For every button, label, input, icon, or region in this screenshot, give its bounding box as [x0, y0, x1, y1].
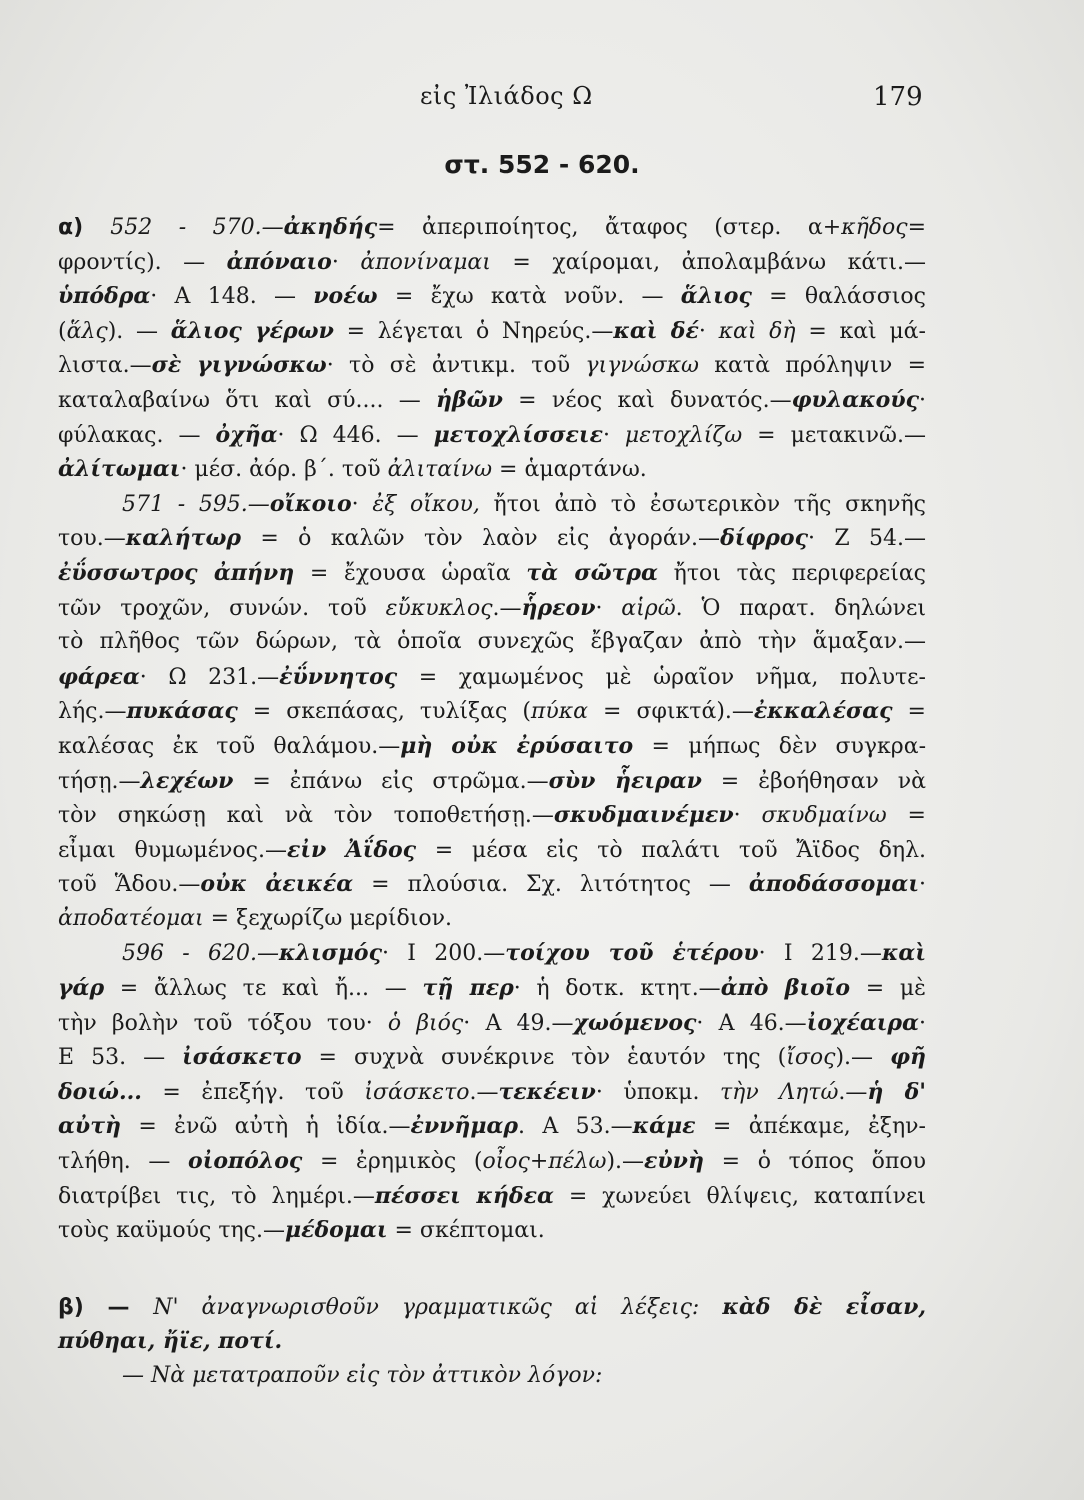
- text-segment: ·: [351, 491, 373, 517]
- lemma: πύθηαι, ἤϊε, ποτί.: [58, 1328, 283, 1355]
- text-segment: ·: [919, 1010, 926, 1036]
- text-segment: . Ὁ παρατ. δηλώνει: [675, 595, 926, 621]
- text-segment: τὴν Λητώ: [719, 1079, 839, 1105]
- text-segment: ἰσάσκετο: [364, 1079, 470, 1105]
- lemma: οἰοπόλος: [188, 1148, 303, 1175]
- text-segment: · μέσ. ἀόρ. β΄. τοῦ: [180, 457, 388, 483]
- text-segment: · Α 49.—: [463, 1010, 574, 1036]
- lemma: ἡβῶν: [436, 386, 503, 413]
- text-segment: = συχνὰ συνέκρινε τὸν ἑαυτόν της (: [301, 1045, 787, 1071]
- text-segment: καὶ δὴ: [718, 318, 796, 344]
- text-segment: 571 - 595.—: [122, 491, 270, 517]
- text-segment: τὴν βολὴν τοῦ τόξου του·: [58, 1010, 388, 1036]
- text-segment: ).—: [606, 1149, 645, 1175]
- lemma: κὰδ δὲ εἶσαν,: [722, 1293, 926, 1320]
- text-segment: 596 - 620.—: [122, 941, 280, 967]
- body-text: [58, 210, 926, 1394]
- text-segment: = μετακινῶ.—: [742, 422, 926, 448]
- text-segment: κῆδος: [841, 215, 908, 240]
- lemma: ἰοχέαιρα: [806, 1009, 919, 1036]
- text-segment: τὸν σηκώσῃ καὶ νὰ τὸν τοποθετήσῃ.—: [58, 803, 554, 829]
- text-segment: λιστα.—: [58, 353, 152, 379]
- text-segment: = ἐπάνω εἰς στρῶμα.—: [233, 768, 549, 794]
- text-segment: εὔκυκλος: [385, 595, 493, 621]
- text-line: [58, 625, 926, 660]
- text-segment: β) —: [58, 1294, 154, 1320]
- text-segment: ἐξ οἴκου,: [372, 491, 480, 517]
- text-segment: ἤτοι τὰς περιφερείας: [657, 560, 926, 586]
- lemma: δοιώ...: [58, 1078, 142, 1105]
- lemma: ἰσάσκετο: [182, 1044, 302, 1071]
- lemma: εὐνὴ: [644, 1148, 704, 1175]
- text-line: [58, 764, 926, 799]
- text-segment: 552 - 570.—: [110, 215, 284, 240]
- text-segment: τοῦ Ἅδου.—: [58, 872, 201, 898]
- text-segment: .—: [469, 1079, 499, 1105]
- text-line: [58, 1109, 926, 1144]
- lemma: ἐννῆμαρ: [410, 1113, 519, 1140]
- text-segment: α): [58, 215, 111, 240]
- lemma: ἧρεον: [521, 594, 596, 621]
- text-segment: · Ω 231.—: [139, 664, 280, 690]
- text-segment: · ὑποκμ.: [595, 1079, 720, 1105]
- text-segment: = ἐρημικὸς (: [302, 1149, 483, 1175]
- text-line: [58, 1324, 926, 1359]
- text-line: [58, 660, 926, 695]
- text-segment: τλήθη. —: [58, 1149, 189, 1175]
- text-segment: Ε 53. —: [58, 1045, 183, 1071]
- text-line: [58, 694, 926, 729]
- section-title: στ. 552 - 620.: [444, 150, 640, 179]
- text-segment: = πλούσια. Σχ. λιτότητος —: [353, 872, 749, 898]
- lemma: ἀποδάσσομαι: [748, 871, 919, 898]
- text-segment: · τὸ σὲ ἀντικμ. τοῦ: [326, 353, 586, 379]
- text-segment: · ἡ δοτκ. κτητ.—: [513, 976, 721, 1002]
- text-segment: ὁ βιός: [387, 1010, 464, 1036]
- text-segment: τοὺς καϋμούς της.—: [58, 1218, 285, 1244]
- page-number: 179: [873, 82, 923, 112]
- text-line: [58, 348, 926, 383]
- text-segment: = ἀπέκαμε, ἐξην-: [695, 1114, 926, 1140]
- text-line: [58, 452, 926, 487]
- text-line: [58, 210, 926, 245]
- text-segment: = λέγεται ὁ Νηρεύς.—: [333, 318, 614, 344]
- lemma: ὀχῆα: [215, 421, 278, 448]
- text-line: [58, 867, 926, 902]
- lemma: ἀλίτωμαι: [58, 456, 181, 483]
- text-segment: γιγνώσκω: [585, 353, 699, 379]
- lemma: φυλακούς: [791, 386, 919, 413]
- lemma: ἀπόναιο: [226, 248, 332, 275]
- text-segment: φύλακας. —: [58, 422, 216, 448]
- lemma: αὐτὴ: [58, 1113, 121, 1140]
- lemma: μέδομαι: [284, 1217, 388, 1244]
- lemma: λεχέων: [140, 767, 234, 794]
- text-segment: = ἔχουσα ὡραῖα: [294, 560, 527, 586]
- text-line: [58, 902, 926, 937]
- text-line: [58, 1144, 926, 1179]
- text-segment: ·: [919, 387, 926, 413]
- text-segment: = ἀπεριποίητος, ἄταφος (στερ. α+: [377, 215, 842, 240]
- lemma: καὶ: [881, 940, 926, 967]
- text-line: [58, 833, 926, 868]
- text-segment: κατὰ πρόληψιν =: [699, 353, 926, 379]
- text-segment: .—: [838, 1079, 868, 1105]
- text-segment: φροντίς). —: [58, 249, 227, 275]
- text-segment: = ἁμαρτάνω.: [492, 457, 647, 483]
- text-segment: = ἐνῶ αὐτὴ ἡ ἰδία.—: [121, 1114, 411, 1140]
- text-segment: [699, 1295, 722, 1320]
- text-segment: οἶος+πέλω: [482, 1149, 607, 1175]
- text-segment: · Ω 446. —: [277, 422, 434, 448]
- lemma: μετοχλίσσειε: [433, 421, 603, 448]
- text-line: [58, 487, 926, 522]
- text-segment: = θαλάσσιος: [751, 284, 926, 310]
- lemma: κλισμός: [279, 940, 382, 967]
- text-segment: τῶν τροχῶν, συνών. τοῦ: [58, 595, 386, 621]
- text-line: [58, 1290, 926, 1325]
- text-segment: = χαίρομαι, ἀπολαμβάνω κάτι.—: [490, 249, 926, 275]
- text-segment: (: [58, 318, 67, 344]
- text-segment: · Α 46.—: [696, 1010, 807, 1036]
- text-segment: = σφικτά).—: [588, 699, 754, 725]
- text-line: [58, 314, 926, 349]
- lemma: ἅλιος: [680, 283, 752, 310]
- lemma: ἀκηδής: [283, 214, 378, 240]
- lemma: καὶ δέ: [613, 317, 699, 344]
- text-segment: — Νὰ μετατραποῦν εἰς τὸν ἀττικὸν λόγον:: [122, 1363, 603, 1388]
- lemma: μὴ οὐκ ἐρύσαιτο: [400, 732, 634, 759]
- text-segment: =: [886, 803, 926, 829]
- text-segment: = ὁ καλῶν τὸν λαὸν εἰς ἀγοράν.—: [241, 526, 721, 552]
- text-segment: διατρίβει τις, τὸ λημέρι.—: [58, 1183, 375, 1209]
- text-segment: = ἔχω κατὰ νοῦν. —: [377, 284, 681, 310]
- lemma: ἀπὸ βιοῖο: [720, 975, 851, 1002]
- text-segment: εἶμαι θυμωμένος.—: [58, 837, 287, 863]
- lemma: ἅλιος γέρων: [170, 317, 334, 344]
- text-segment: = ξεχωρίζω μερίδιον.: [203, 905, 453, 931]
- text-segment: = μὲ: [850, 976, 926, 1002]
- lemma: φῆ: [890, 1044, 926, 1071]
- text-line: [58, 798, 926, 833]
- text-segment: =: [892, 699, 926, 725]
- text-line: [58, 1075, 926, 1110]
- page-header: [0, 82, 1084, 122]
- section-gap: [58, 1248, 926, 1290]
- lemma: σκυδμαινέμεν: [553, 802, 734, 829]
- text-segment: · Α 148. —: [150, 284, 314, 310]
- text-segment: = ἄλλως τε καὶ ἤ... —: [104, 976, 423, 1002]
- lemma: πέσσει κήδεα: [374, 1182, 554, 1209]
- text-segment: = χαμωμένος μὲ ὡραῖον νῆμα, πολυτε-: [397, 664, 926, 690]
- text-segment: τήσῃ.—: [58, 768, 141, 794]
- text-segment: λής.—: [58, 699, 127, 725]
- text-segment: ·: [733, 803, 762, 829]
- lemma: νοέω: [313, 283, 378, 310]
- lemma: τοίχου τοῦ ἑτέρου: [505, 940, 759, 967]
- text-segment: = σκεπάσας, τυλίξας (: [237, 699, 531, 725]
- text-segment: · Ι 200.—: [381, 941, 506, 967]
- text-line: [58, 591, 926, 626]
- text-line: [58, 729, 926, 764]
- lemma: τῇ περ: [422, 975, 514, 1002]
- text-segment: μετοχλίζω: [624, 422, 743, 448]
- text-segment: ).—: [835, 1045, 891, 1071]
- lemma: ὑπόδρα: [58, 283, 151, 310]
- text-segment: ἤτοι ἀπὸ τὸ ἐσωτερικὸν τῆς σκηνῆς: [479, 491, 926, 517]
- text-segment: ἀλιταίνω: [387, 457, 493, 483]
- text-segment: ·: [595, 595, 622, 621]
- text-segment: ἴσος: [786, 1045, 836, 1071]
- text-segment: του.—: [58, 526, 126, 552]
- text-segment: ·: [331, 249, 361, 275]
- text-segment: = ἐπεξήγ. τοῦ: [141, 1079, 365, 1105]
- lemma: σὲ γιγνώσκω: [151, 352, 327, 379]
- text-segment: σκυδμαίνω: [761, 803, 887, 829]
- text-segment: ἀποδατέομαι: [58, 905, 204, 931]
- lemma: ἐΰσσωτρος ἀπήνη: [58, 559, 295, 586]
- text-segment: . Α 53.—: [518, 1114, 633, 1140]
- text-segment: = ὁ τόπος ὅπου: [703, 1149, 927, 1175]
- text-segment: = σκέπτομαι.: [387, 1218, 545, 1244]
- text-segment: = μήπως δὲν συγκρα-: [633, 733, 927, 759]
- lemma: οὐκ ἀεικέα: [200, 871, 354, 898]
- text-segment: ἀπονίναμαι: [360, 249, 491, 275]
- text-line: [58, 383, 926, 418]
- lemma: τεκέειν: [498, 1078, 596, 1105]
- text-segment: = ἐβοήθησαν νὰ: [701, 768, 926, 794]
- paragraph-a: [58, 210, 926, 1248]
- text-segment: =: [907, 215, 926, 240]
- text-line: [58, 1213, 926, 1248]
- text-line: [58, 1359, 926, 1394]
- lemma: ἐΰννητος: [279, 663, 398, 690]
- text-line: [58, 521, 926, 556]
- text-segment: ·: [918, 872, 926, 898]
- lemma: δίφρος: [720, 525, 808, 552]
- text-segment: ·: [602, 422, 625, 448]
- text-segment: ἅλς: [66, 318, 108, 344]
- text-segment: · Ζ 54.—: [808, 526, 926, 552]
- text-segment: πύκα: [530, 699, 589, 725]
- lemma: χωόμενος: [573, 1009, 697, 1036]
- text-segment: .—: [492, 595, 522, 621]
- text-segment: ·: [698, 318, 719, 344]
- text-segment: = νέος καὶ δυνατός.—: [502, 387, 792, 413]
- text-line: [58, 245, 926, 280]
- text-line: [58, 556, 926, 591]
- text-segment: καλέσας ἐκ τοῦ θαλάμου.—: [58, 733, 401, 759]
- text-segment: = καὶ μά-: [795, 318, 926, 344]
- text-line: [58, 1179, 926, 1214]
- text-line: [58, 418, 926, 453]
- text-line: [58, 971, 926, 1006]
- text-segment: Ν' ἀναγνωρισθοῦν γραμματικῶς αἱ λέξεις:: [153, 1294, 700, 1320]
- lemma: οἴκοιο: [269, 490, 352, 517]
- lemma: φάρεα: [58, 663, 140, 690]
- text-segment: αἱρῶ: [621, 595, 676, 621]
- lemma: τὰ σῶτρα: [526, 559, 658, 586]
- text-segment: · Ι 219.—: [758, 941, 882, 967]
- text-segment: τὸ πλῆθος τῶν δώρων, τὰ ὁποῖα συνεχῶς ἔβγαζαν ἀπὸ τὴν ἅμαξαν.—: [58, 629, 926, 655]
- running-title: εἰς Ἰλιάδος Ω: [420, 82, 593, 110]
- lemma: ἐκκαλέσας: [753, 698, 893, 725]
- text-line: [58, 279, 926, 314]
- text-line: [58, 1006, 926, 1041]
- lemma: εἰν Ἀΐδος: [286, 836, 417, 863]
- text-segment: = χωνεύει θλίψεις, καταπίνει: [553, 1183, 926, 1209]
- text-segment: ). —: [107, 318, 171, 344]
- lemma: σὺν ἧειραν: [548, 767, 702, 794]
- text-segment: = μέσα εἰς τὸ παλάτι τοῦ Ἄϊδος δηλ.: [416, 837, 927, 863]
- paragraph-b: [58, 1290, 926, 1394]
- lemma: πυκάσας: [126, 698, 238, 725]
- lemma: ἡ δ': [867, 1078, 926, 1105]
- text-segment: καταλαβαίνω ὅτι καὶ σύ.... —: [58, 387, 437, 413]
- text-line: [58, 1040, 926, 1075]
- lemma: γάρ: [58, 975, 105, 1002]
- lemma: καλήτωρ: [125, 525, 242, 552]
- lemma: κάμε: [632, 1113, 696, 1140]
- text-line: [58, 936, 926, 971]
